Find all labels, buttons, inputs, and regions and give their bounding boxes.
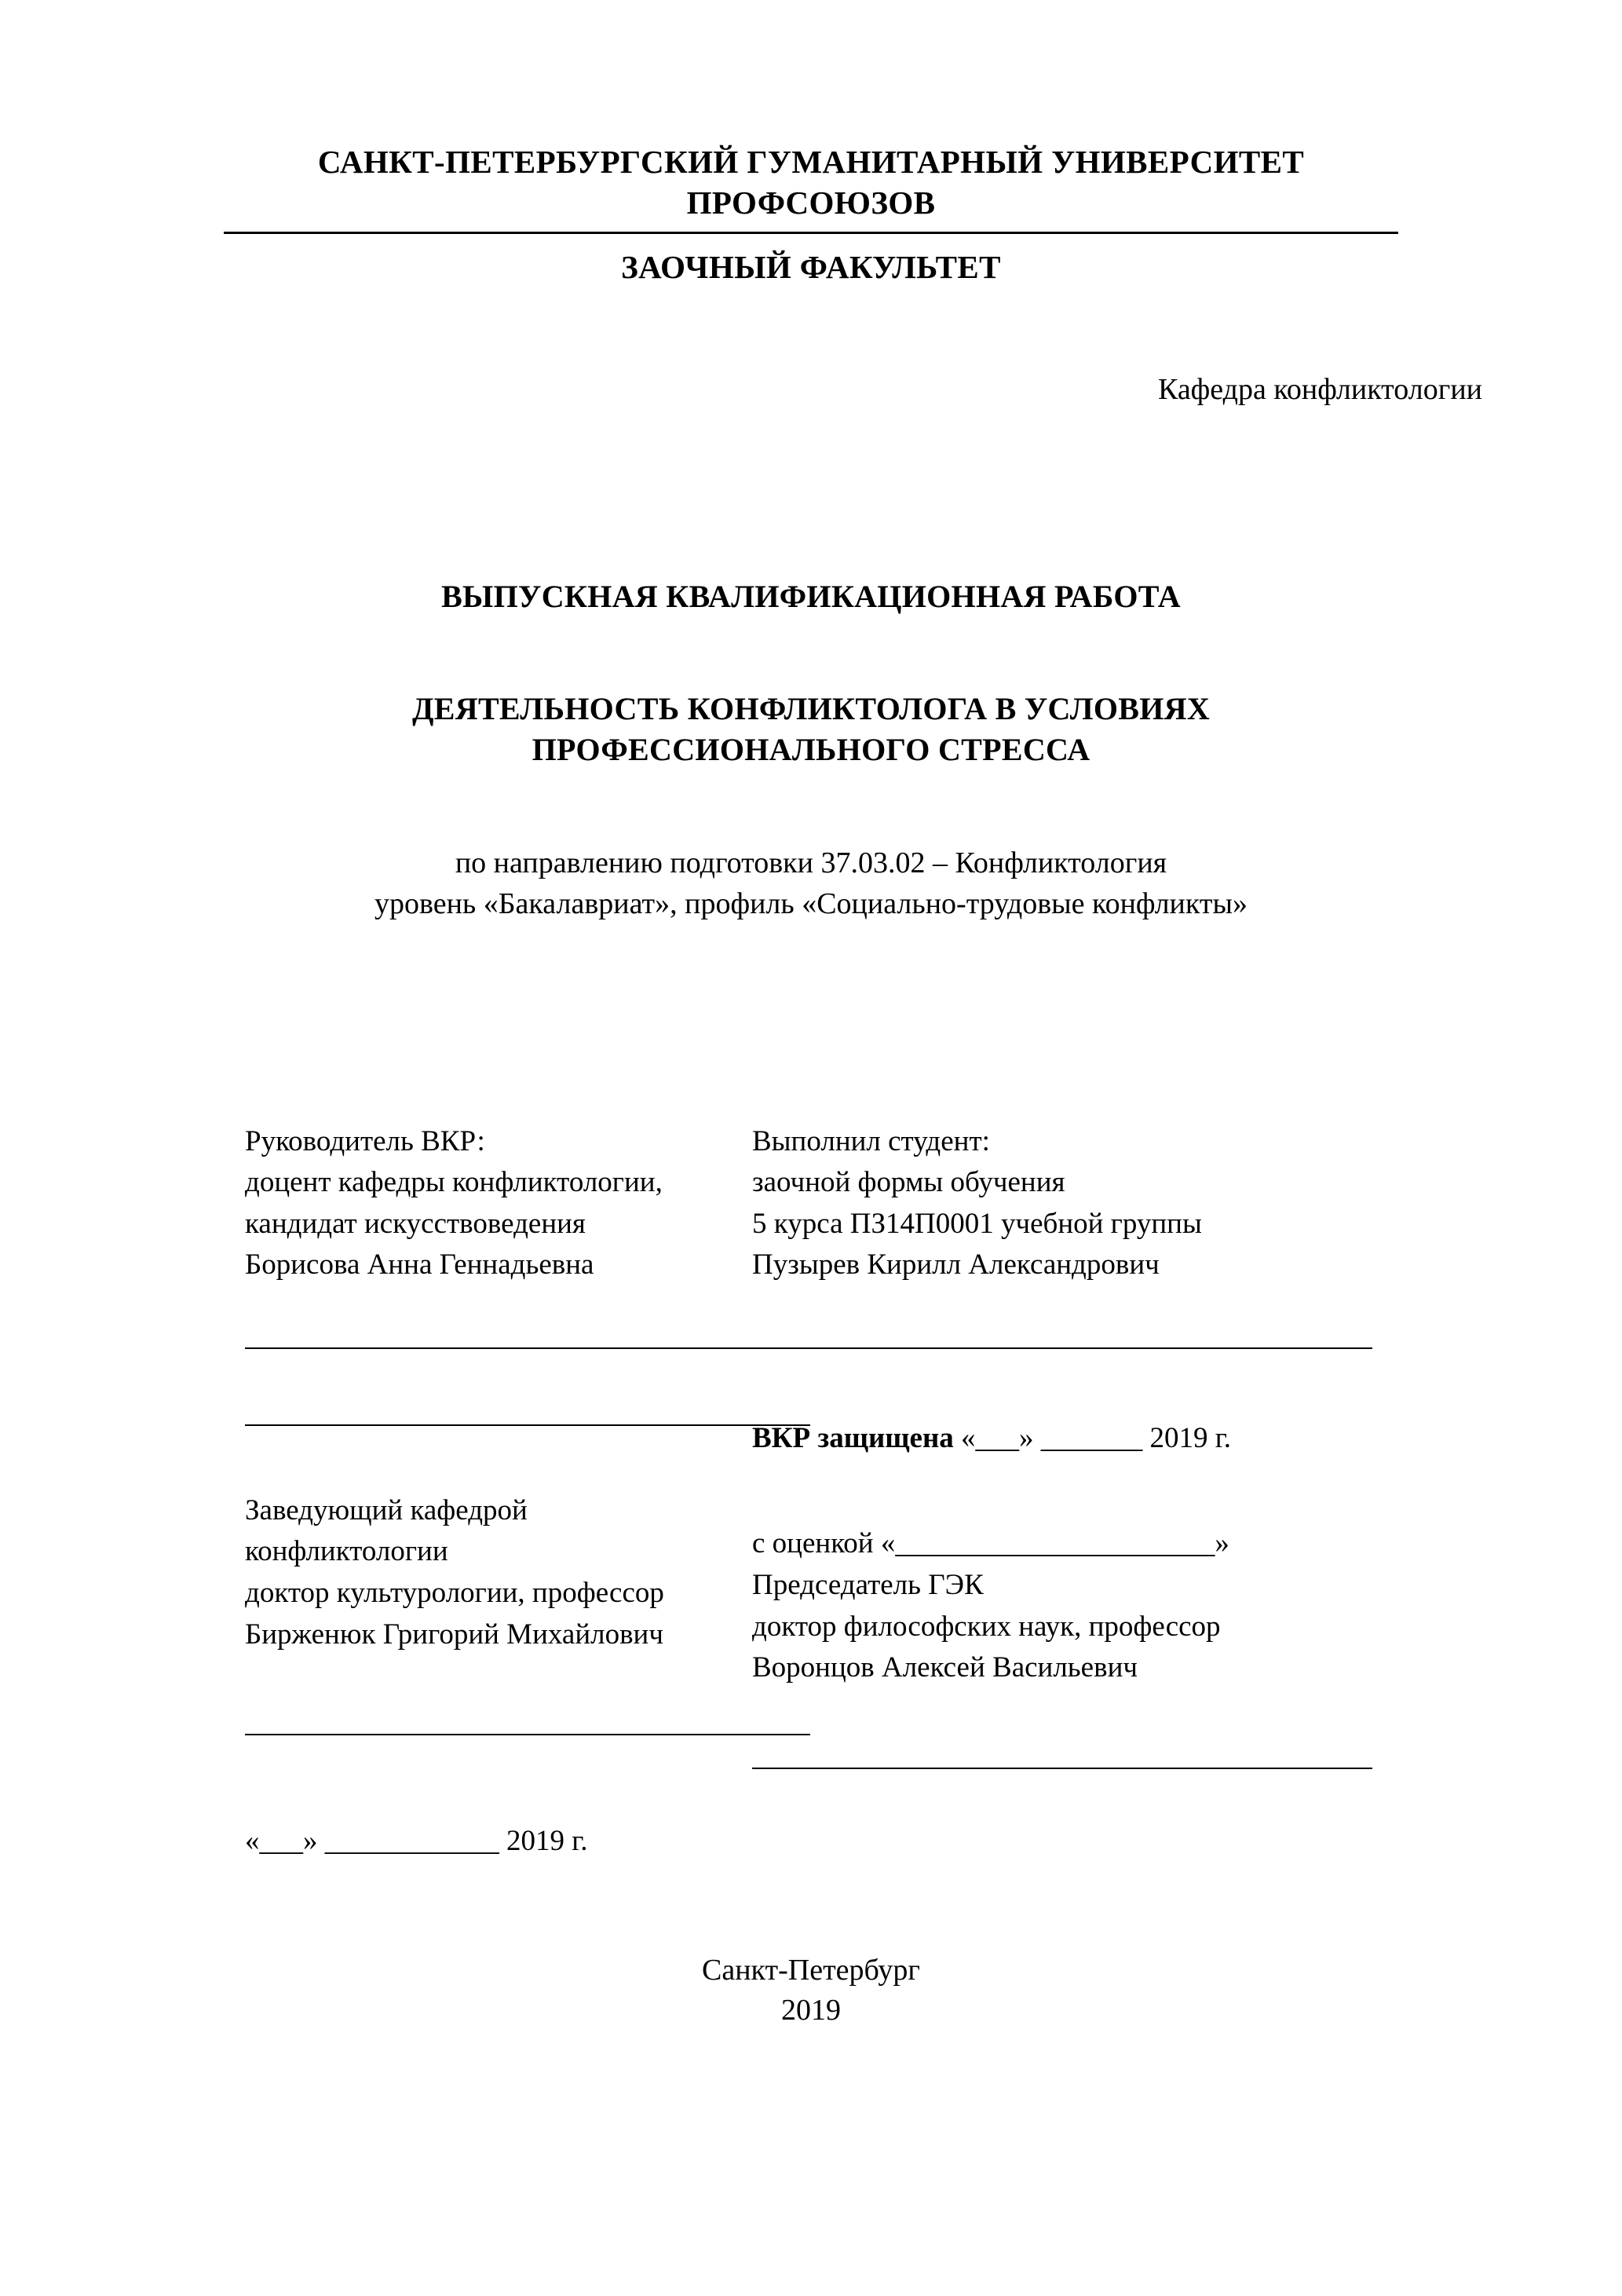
- student-label: Выполнил студент:: [752, 1124, 990, 1157]
- work-title: [239, 689, 1383, 770]
- city-and-year: [102, 1951, 1520, 2031]
- grade-row: с оценкой «______________________»: [752, 1527, 1229, 1560]
- department-name: Кафедра конфликтологии: [1157, 372, 1482, 406]
- university-header: [102, 141, 1520, 286]
- student-name: Пузырев Кирилл Александрович: [752, 1249, 1160, 1281]
- signature-area: [102, 1121, 1520, 1769]
- head-of-department-line1: Заведующий кафедрой: [245, 1493, 528, 1526]
- supervisor-block: [245, 1121, 730, 1286]
- city: Санкт-Петербург: [701, 1953, 921, 1987]
- student-block: [752, 1121, 1520, 1286]
- supervisor-signature-line: [245, 1347, 810, 1349]
- commission-chair-degree: доктор философских наук, профессор: [752, 1610, 1221, 1643]
- head-of-department-line2: конфликтологии: [245, 1535, 448, 1568]
- signature-date-line: «___» ____________ 2019 г.: [245, 1824, 588, 1857]
- defended-label: ВКР защищена: [752, 1421, 954, 1454]
- direction-of-study: [196, 843, 1426, 925]
- faculty-name: ЗАОЧНЫЙ ФАКУЛЬТЕТ: [621, 248, 1001, 285]
- student-signature-line: [752, 1347, 1372, 1349]
- supervisor-label: Руководитель ВКР:: [245, 1124, 485, 1157]
- work-title-line2: ПРОФЕССИОНАЛЬНОГО СТРЕССА: [532, 731, 1090, 767]
- signature-column-left: [102, 1121, 730, 1769]
- work-type: ВЫПУСКНАЯ КВАЛИФИКАЦИОННАЯ РАБОТА: [441, 578, 1181, 614]
- head-of-department-name: Бирженюк Григорий Михайлович: [245, 1618, 663, 1651]
- supervisor-name: Борисова Анна Геннадьевна: [245, 1249, 594, 1281]
- student-group: 5 курса ПЗ14П0001 учебной группы: [752, 1207, 1202, 1240]
- year: 2019: [781, 1993, 841, 2027]
- head-of-department-signature-line-bottom: [245, 1734, 810, 1735]
- head-of-department-degree: доктор культурологии, профессор: [245, 1577, 664, 1609]
- university-name-line2: ПРОФСОЮЗОВ: [686, 185, 936, 221]
- header-divider: [224, 232, 1398, 234]
- head-of-department-block: [245, 1490, 730, 1655]
- commission-chair-label: Председатель ГЭК: [752, 1569, 984, 1601]
- commission-chair-block: [752, 1565, 1520, 1689]
- direction-line2: уровень «Бакалавриат», профиль «Социально-трудовые конфликты»: [374, 887, 1248, 921]
- university-name-line1: САНКТ-ПЕТЕРБУРГСКИЙ ГУМАНИТАРНЫЙ УНИВЕРСИТЕТ: [317, 144, 1305, 180]
- direction-line1: по направлению подготовки 37.03.02 – Конфликтология: [455, 846, 1167, 879]
- student-form: заочной формы обучения: [752, 1166, 1065, 1199]
- supervisor-degree: кандидат искусствоведения: [245, 1207, 586, 1240]
- supervisor-position: доцент кафедры конфликтологии,: [245, 1166, 663, 1199]
- university-name: [149, 141, 1473, 224]
- work-title-line1: ДЕЯТЕЛЬНОСТЬ КОНФЛИКТОЛОГА В УСЛОВИЯХ: [411, 690, 1211, 726]
- commission-chair-signature-line: [752, 1768, 1372, 1769]
- head-of-department-signature-line-top: [245, 1424, 810, 1426]
- signature-column-right: [730, 1121, 1520, 1769]
- defense-date-row: [752, 1418, 1520, 1460]
- defended-fields: «___» _______ 2019 г.: [961, 1421, 1232, 1454]
- commission-chair-name: Воронцов Алексей Васильевич: [752, 1651, 1138, 1684]
